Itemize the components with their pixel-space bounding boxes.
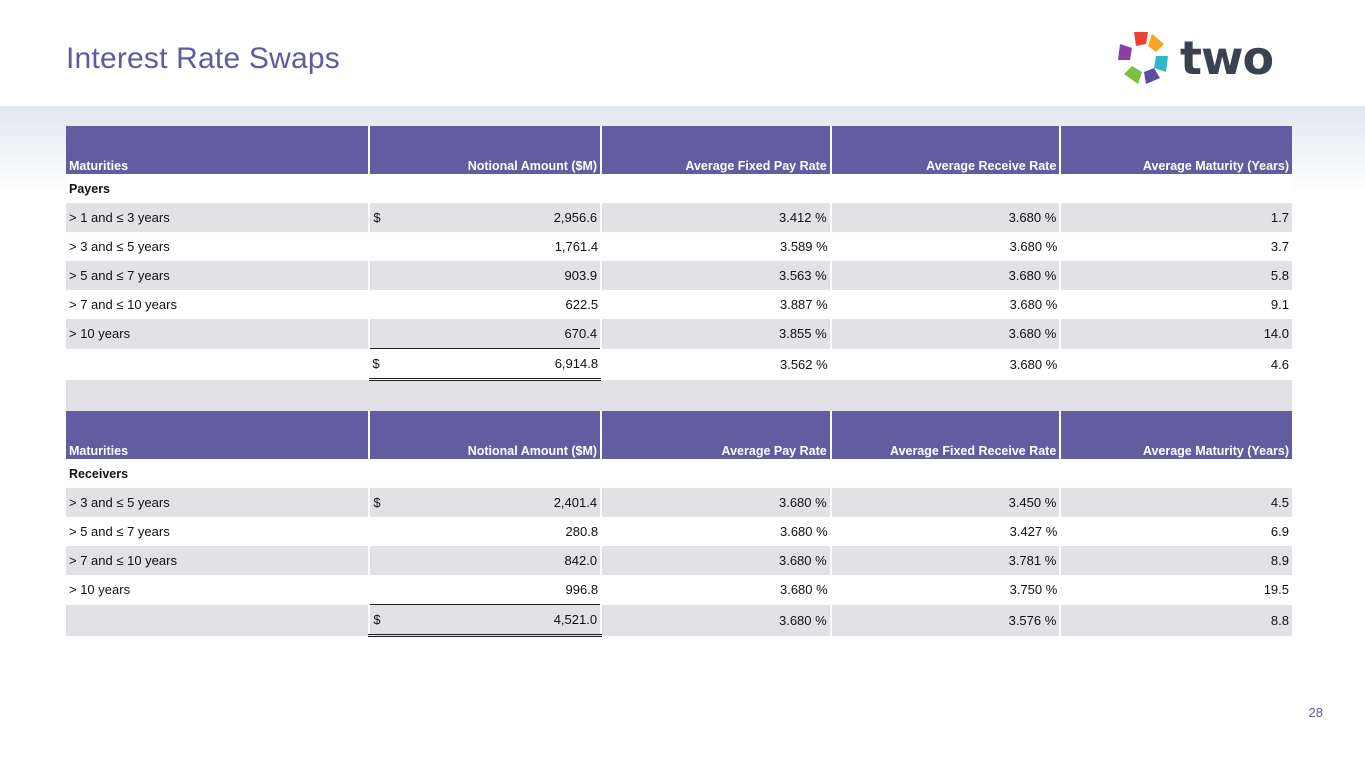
- rate2-cell: 3.680 %: [831, 290, 1061, 319]
- rate2-cell: 3.680 %: [831, 261, 1061, 290]
- rate1-total: 3.562 %: [601, 349, 831, 380]
- rate1-cell: 3.680 %: [601, 546, 831, 575]
- logo-mark-icon: [1112, 26, 1176, 90]
- years-cell: 1.7: [1060, 203, 1292, 232]
- spacer-row: [66, 380, 1292, 412]
- rate2-cell: 3.680 %: [831, 203, 1061, 232]
- notional-cell: 622.5: [369, 290, 601, 319]
- receivers-total-row: [66, 605, 1292, 636]
- dollar-sign: $: [372, 356, 380, 371]
- table-row: [66, 232, 1292, 261]
- rate1-total: 3.680 %: [601, 605, 831, 636]
- rate1-cell: 3.887 %: [601, 290, 831, 319]
- years-cell: 5.8: [1060, 261, 1292, 290]
- notional-total-cell: [369, 605, 601, 636]
- rate2-cell: 3.427 %: [831, 517, 1061, 546]
- maturity-cell: > 7 and ≤ 10 years: [66, 546, 369, 575]
- rate1-cell: 3.680 %: [601, 488, 831, 517]
- rate2-cell: 3.450 %: [831, 488, 1061, 517]
- dollar-sign: $: [373, 612, 381, 627]
- notional-total: 4,521.0: [553, 612, 598, 627]
- years-cell: 19.5: [1060, 575, 1292, 605]
- years-cell: 4.5: [1060, 488, 1292, 517]
- section-row: [66, 459, 1292, 488]
- column-header: Notional Amount ($M): [369, 126, 601, 174]
- years-total: 8.8: [1060, 605, 1292, 636]
- years-cell: 9.1: [1060, 290, 1292, 319]
- logo-wordmark: two: [1180, 31, 1274, 85]
- column-header: Maturities: [66, 126, 369, 174]
- notional-cell: 996.8: [369, 575, 601, 605]
- notional-cell: 1,761.4: [369, 232, 601, 261]
- notional-value: 2,401.4: [553, 495, 598, 510]
- table-row: [66, 261, 1292, 290]
- maturity-cell: > 10 years: [66, 575, 369, 605]
- rate1-cell: 3.589 %: [601, 232, 831, 261]
- table-row: [66, 488, 1292, 517]
- column-header: Average Maturity (Years): [1060, 126, 1292, 174]
- maturity-cell: > 7 and ≤ 10 years: [66, 290, 369, 319]
- company-logo: [1112, 26, 1294, 90]
- maturity-cell: > 5 and ≤ 7 years: [66, 261, 369, 290]
- table-row: [66, 290, 1292, 319]
- notional-cell: 670.4: [369, 319, 601, 349]
- column-header: Average Fixed Pay Rate: [601, 126, 831, 174]
- notional-cell: 903.9: [369, 261, 601, 290]
- rate1-cell: 3.680 %: [601, 575, 831, 605]
- table-row: [66, 575, 1292, 605]
- notional-total-cell: [369, 349, 601, 380]
- page-number: 28: [1308, 705, 1323, 720]
- table-row: [66, 546, 1292, 575]
- table-row: [66, 517, 1292, 546]
- column-header: Average Maturity (Years): [1060, 411, 1292, 459]
- receivers-header-row: [66, 411, 1292, 459]
- years-cell: 6.9: [1060, 517, 1292, 546]
- maturity-cell: > 1 and ≤ 3 years: [66, 203, 369, 232]
- rate1-cell: 3.563 %: [601, 261, 831, 290]
- column-header: Notional Amount ($M): [369, 411, 601, 459]
- section-row: [66, 174, 1292, 203]
- maturity-cell: > 3 and ≤ 5 years: [66, 232, 369, 261]
- section-label: Receivers: [66, 459, 369, 488]
- table-row: [66, 203, 1292, 232]
- notional-cell: [369, 488, 601, 517]
- notional-cell: 842.0: [369, 546, 601, 575]
- section-label: Payers: [66, 174, 369, 203]
- maturity-cell: > 3 and ≤ 5 years: [66, 488, 369, 517]
- dollar-sign: $: [373, 495, 381, 510]
- notional-value: 2,956.6: [553, 210, 598, 225]
- notional-cell: [369, 203, 601, 232]
- column-header: Average Receive Rate: [831, 126, 1061, 174]
- rate2-cell: 3.680 %: [831, 319, 1061, 349]
- column-header: Average Fixed Receive Rate: [831, 411, 1061, 459]
- years-cell: 3.7: [1060, 232, 1292, 261]
- years-total: 4.6: [1060, 349, 1292, 380]
- rate2-cell: 3.680 %: [831, 232, 1061, 261]
- rate2-total: 3.680 %: [831, 349, 1061, 380]
- page-title: Interest Rate Swaps: [66, 42, 340, 75]
- column-header: Maturities: [66, 411, 369, 459]
- payers-total-row: [66, 349, 1292, 380]
- rate2-cell: 3.781 %: [831, 546, 1061, 575]
- rate2-cell: 3.750 %: [831, 575, 1061, 605]
- years-cell: 14.0: [1060, 319, 1292, 349]
- rate1-cell: 3.412 %: [601, 203, 831, 232]
- years-cell: 8.9: [1060, 546, 1292, 575]
- notional-total: 6,914.8: [554, 356, 599, 371]
- table-row: [66, 319, 1292, 349]
- maturity-cell: > 5 and ≤ 7 years: [66, 517, 369, 546]
- maturity-cell: > 10 years: [66, 319, 369, 349]
- swaps-table: [66, 126, 1292, 637]
- notional-cell: 280.8: [369, 517, 601, 546]
- column-header: Average Pay Rate: [601, 411, 831, 459]
- rate1-cell: 3.680 %: [601, 517, 831, 546]
- rate1-cell: 3.855 %: [601, 319, 831, 349]
- rate2-total: 3.576 %: [831, 605, 1061, 636]
- payers-header-row: [66, 126, 1292, 174]
- dollar-sign: $: [373, 210, 381, 225]
